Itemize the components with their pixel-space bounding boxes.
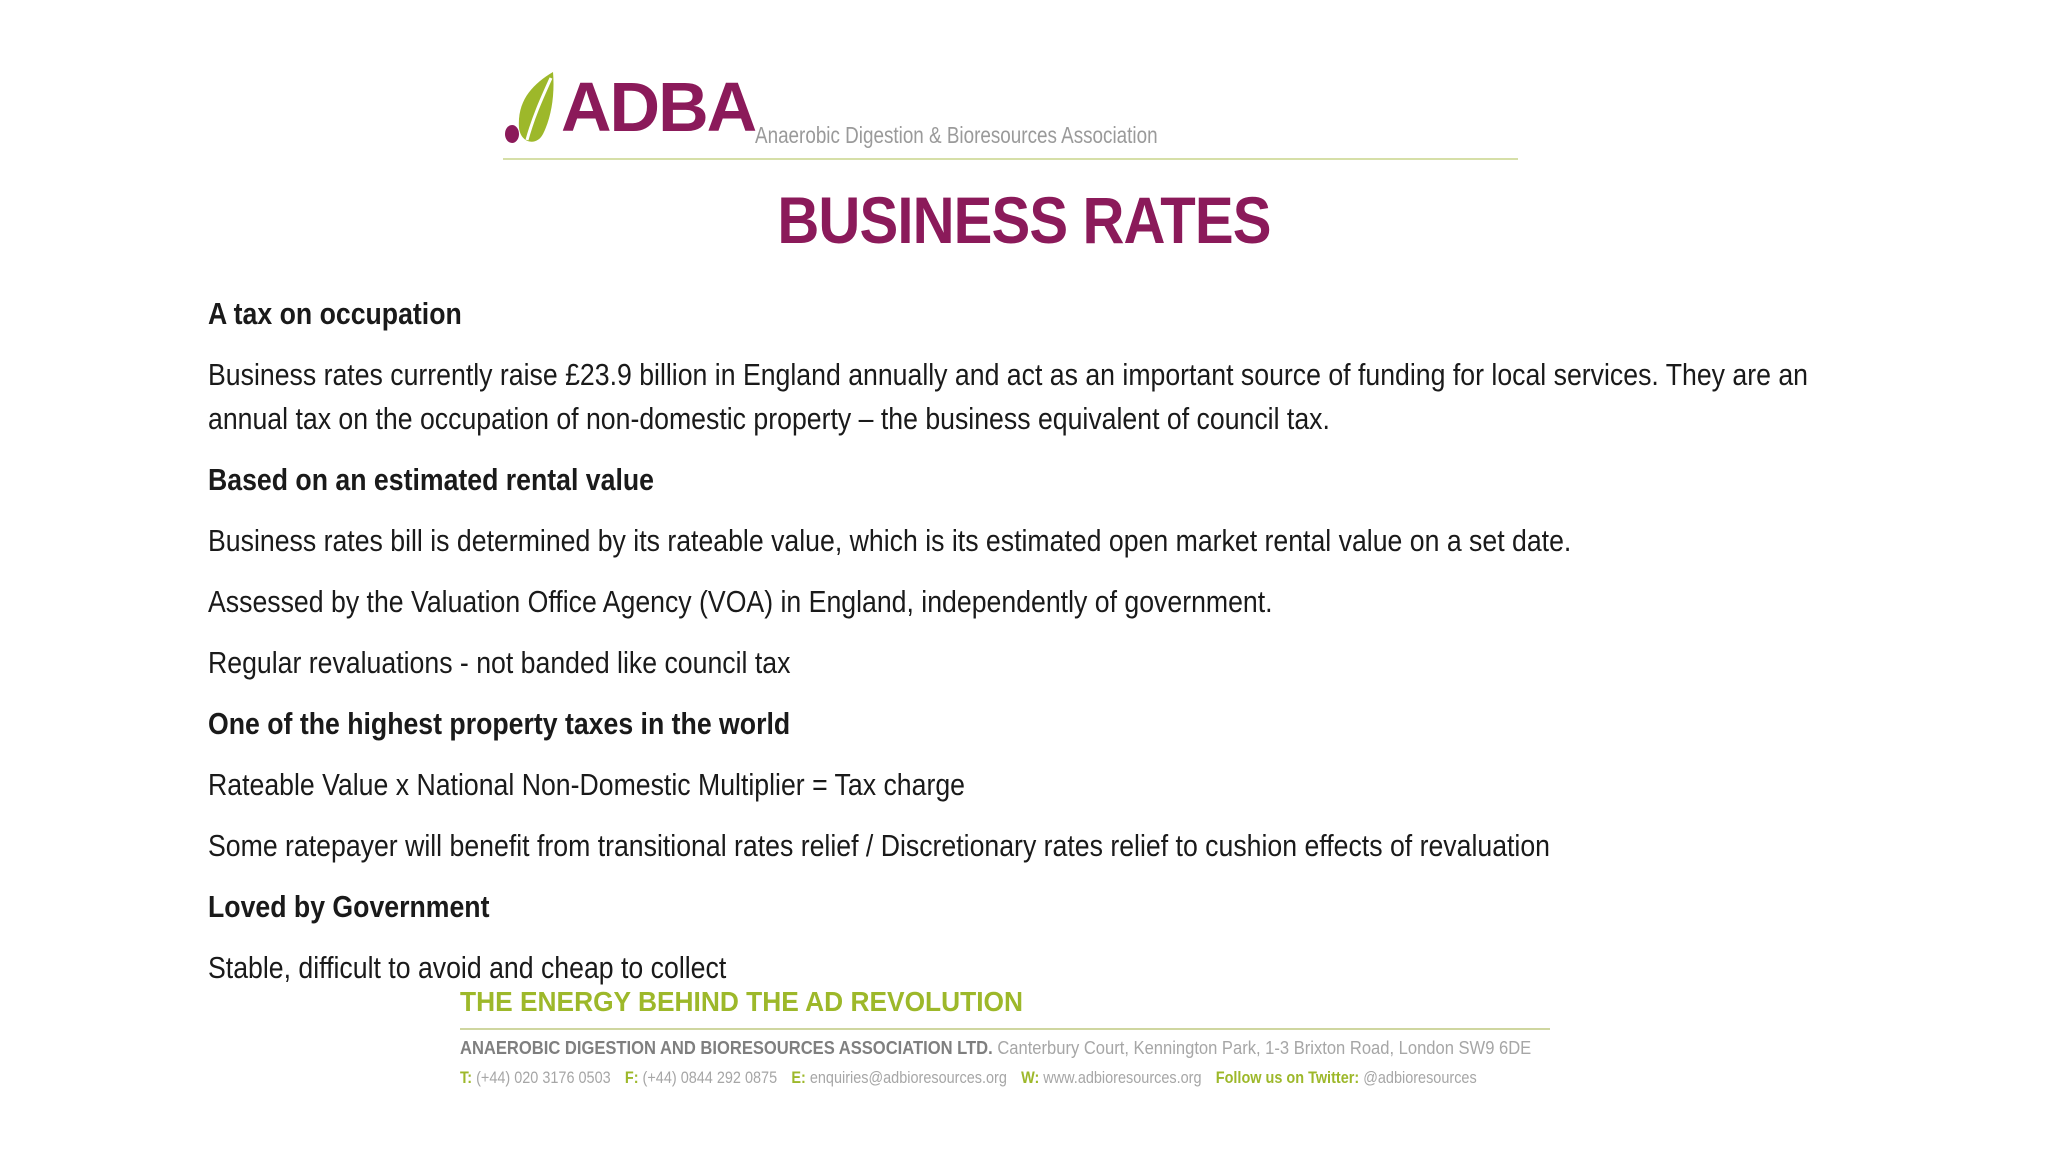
fax-value: (+44) 0844 292 0875 [642,1068,778,1087]
leaf-icon [503,70,559,150]
footer-address: Canterbury Court, Kennington Park, 1-3 Brixton Road, London SW9 6DE [997,1038,1532,1058]
footer-org-name: ANAEROBIC DIGESTION AND BIORESOURCES ASSOCIATION LTD. [460,1038,993,1058]
footer-address-line [460,1038,1531,1059]
heading-loved-by-government: Loved by Government [208,889,490,924]
logo-subtitle: Anaerobic Digestion & Bioresources Association [755,122,1158,148]
footer-divider [460,1028,1550,1030]
body-text: Business rates currently raise £23.9 billion in England annually and act as an important source of funding for local services. They are an [208,357,1809,392]
footer [460,986,1550,1096]
header [503,66,1518,162]
footer-tagline: THE ENERGY BEHIND THE AD REVOLUTION [460,986,1024,1017]
twitter-label: Follow us on Twitter: [1215,1068,1360,1087]
fax-label: F: [624,1068,639,1087]
body-text: Stable, difficult to avoid and cheap to collect [208,950,727,985]
header-divider [503,158,1518,160]
body-text: annual tax on the occupation of non-domestic property – the business equivalent of council tax. [208,401,1330,436]
body-text: Assessed by the Valuation Office Agency (VOA) in England, independently of government. [208,584,1273,619]
tel-value: (+44) 020 3176 0503 [476,1068,611,1087]
heading-highest-taxes: One of the highest property taxes in the world [208,706,791,741]
logo-text: ADBA [561,68,756,146]
body-text: Regular revaluations - not banded like council tax [208,645,791,680]
slide-content [208,292,1908,990]
heading-tax-on-occupation: A tax on occupation [208,296,462,331]
footer-contact-line [460,1068,1477,1088]
twitter-handle[interactable]: @adbioresources [1363,1068,1477,1087]
heading-rental-value: Based on an estimated rental value [208,462,654,497]
page-title: BUSINESS RATES [777,183,1271,257]
email-label: E: [791,1068,806,1087]
body-text: Rateable Value x National Non-Domestic Multiplier = Tax charge [208,767,965,802]
email-link[interactable]: enquiries@adbioresources.org [809,1068,1007,1087]
website-link[interactable]: www.adbioresources.org [1043,1068,1202,1087]
tel-label: T: [460,1068,473,1087]
body-text: Business rates bill is determined by its rateable value, which is its estimated open market rental value on a set date. [208,523,1572,558]
body-text: Some ratepayer will benefit from transitional rates relief / Discretionary rates relief to cushion effects of revaluation [208,828,1551,863]
web-label: W: [1021,1068,1040,1087]
